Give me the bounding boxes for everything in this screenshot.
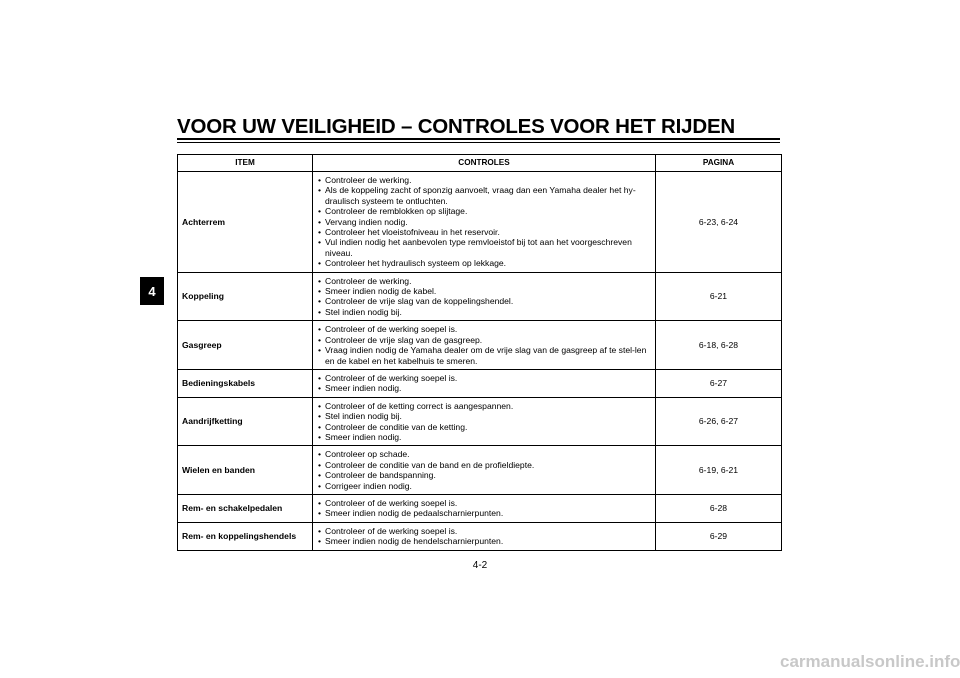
check-page-ref: 6-23, 6-24 bbox=[656, 172, 782, 273]
check-page-ref: 6-18, 6-28 bbox=[656, 321, 782, 370]
list-item: • Controleer of de werking soepel is. bbox=[318, 324, 651, 334]
list-item: • Controleer of de werking soepel is. bbox=[318, 526, 651, 536]
table-row bbox=[178, 321, 782, 370]
list-item: • Controleer of de werking soepel is. bbox=[318, 498, 651, 508]
title-rule-thin bbox=[177, 142, 780, 143]
check-controls bbox=[313, 272, 656, 321]
check-controls bbox=[313, 446, 656, 495]
list-item: • Smeer indien nodig de hendelscharnierpunten. bbox=[318, 536, 651, 546]
list-item: • Stel indien nodig bij. bbox=[318, 307, 651, 317]
controls-list bbox=[318, 175, 651, 269]
controls-list bbox=[318, 276, 651, 318]
list-item: • Controleer de conditie van de ketting. bbox=[318, 422, 651, 432]
pre-ride-checks-table bbox=[177, 154, 782, 551]
list-item: • Smeer indien nodig de kabel. bbox=[318, 286, 651, 296]
controls-list bbox=[318, 324, 651, 366]
check-page-ref: 6-29 bbox=[656, 522, 782, 550]
list-item: • Smeer indien nodig. bbox=[318, 383, 651, 393]
list-item: • Controleer het hydraulisch systeem op lekkage. bbox=[318, 258, 651, 268]
check-page-ref: 6-28 bbox=[656, 494, 782, 522]
check-controls bbox=[313, 397, 656, 446]
list-item: • Controleer de werking. bbox=[318, 175, 651, 185]
check-controls bbox=[313, 172, 656, 273]
column-header-page: PAGINA bbox=[656, 155, 782, 172]
column-header-item: ITEM bbox=[178, 155, 313, 172]
controls-list bbox=[318, 373, 651, 394]
list-item: • Controleer op schade. bbox=[318, 449, 651, 459]
check-controls bbox=[313, 369, 656, 397]
list-item: • Controleer of de werking soepel is. bbox=[318, 373, 651, 383]
check-page-ref: 6-21 bbox=[656, 272, 782, 321]
list-item: • Controleer de bandspanning. bbox=[318, 470, 651, 480]
list-item: • Vraag indien nodig de Yamaha dealer om de vrije slag van de gasgreep af te stel-len en de kabel en het kabelhuis te smeren. bbox=[318, 345, 651, 366]
check-controls bbox=[313, 321, 656, 370]
list-item: • Vervang indien nodig. bbox=[318, 217, 651, 227]
table-row bbox=[178, 522, 782, 550]
controls-list bbox=[318, 449, 651, 491]
list-item: • Corrigeer indien nodig. bbox=[318, 481, 651, 491]
table-row bbox=[178, 397, 782, 446]
check-controls bbox=[313, 522, 656, 550]
list-item: • Vul indien nodig het aanbevolen type remvloeistof bij tot aan het voorgeschreven niveau. bbox=[318, 237, 651, 258]
list-item: • Controleer het vloeistofniveau in het reservoir. bbox=[318, 227, 651, 237]
check-item: Achterrem bbox=[178, 172, 313, 273]
controls-list bbox=[318, 401, 651, 443]
page-number: 4-2 bbox=[472, 560, 488, 571]
page-title: VOOR UW VEILIGHEID – CONTROLES VOOR HET RIJDEN bbox=[177, 115, 736, 138]
check-item: Bedieningskabels bbox=[178, 369, 313, 397]
list-item: • Controleer de vrije slag van de koppelingshendel. bbox=[318, 296, 651, 306]
table-body bbox=[178, 172, 782, 551]
title-rule-thick bbox=[177, 138, 780, 140]
list-item: • Controleer de remblokken op slijtage. bbox=[318, 206, 651, 216]
list-item: • Smeer indien nodig de pedaalscharnierpunten. bbox=[318, 508, 651, 518]
list-item: • Controleer of de ketting correct is aangespannen. bbox=[318, 401, 651, 411]
check-item: Aandrijfketting bbox=[178, 397, 313, 446]
check-page-ref: 6-19, 6-21 bbox=[656, 446, 782, 495]
check-item: Koppeling bbox=[178, 272, 313, 321]
table-row bbox=[178, 369, 782, 397]
check-page-ref: 6-27 bbox=[656, 369, 782, 397]
check-item: Wielen en banden bbox=[178, 446, 313, 495]
column-header-controls: CONTROLES bbox=[313, 155, 656, 172]
controls-list bbox=[318, 498, 651, 519]
list-item: • Controleer de vrije slag van de gasgreep. bbox=[318, 335, 651, 345]
controls-list bbox=[318, 526, 651, 547]
check-page-ref: 6-26, 6-27 bbox=[656, 397, 782, 446]
list-item: • Controleer de werking. bbox=[318, 276, 651, 286]
watermark: carmanualsonline.info bbox=[780, 652, 960, 671]
table-row bbox=[178, 272, 782, 321]
list-item: • Als de koppeling zacht of sponzig aanvoelt, vraag dan een Yamaha dealer het hy-draulisch systeem te ontluchten. bbox=[318, 185, 651, 206]
chapter-tab: 4 bbox=[140, 277, 164, 305]
check-item: Gasgreep bbox=[178, 321, 313, 370]
list-item: • Smeer indien nodig. bbox=[318, 432, 651, 442]
check-item: Rem- en koppelingshendels bbox=[178, 522, 313, 550]
check-controls bbox=[313, 494, 656, 522]
table-row bbox=[178, 494, 782, 522]
table-header-row bbox=[178, 155, 782, 172]
list-item: • Stel indien nodig bij. bbox=[318, 411, 651, 421]
check-item: Rem- en schakelpedalen bbox=[178, 494, 313, 522]
table-row bbox=[178, 172, 782, 273]
table-row bbox=[178, 446, 782, 495]
list-item: • Controleer de conditie van de band en de profieldiepte. bbox=[318, 460, 651, 470]
